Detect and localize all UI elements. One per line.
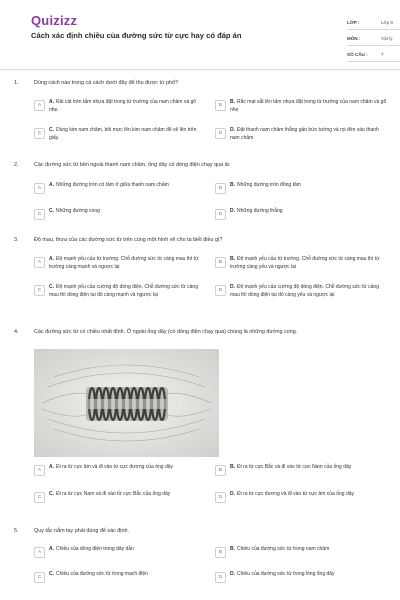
question-1-option-d[interactable] [215,127,387,142]
option-checkbox[interactable]: A [34,465,45,476]
question-5-option-d[interactable] [215,571,387,583]
option-checkbox[interactable]: B [215,257,226,268]
option-text: Chiều của dòng điện trong dây dẫn [56,546,134,552]
solenoid-illustration [34,349,219,457]
option-letter: A. [49,182,54,188]
question-number: 2. [14,162,19,168]
option-text: Độ mạnh yếu của cường độ dòng điện. Chỗ đường sức từ càng mau thì dòng điện tại đó càng yếu và ngược lại [230,284,379,298]
option-text: Đặt thanh nam châm thẳng gần bức tường và rọi đèn vào thanh nam châm [230,127,379,141]
meta-panel [347,15,400,63]
meta-value: Vật lý [381,35,393,41]
option-letter: C. [49,208,54,214]
option-text: Những đường tròn đồng tâm [237,182,301,188]
question-1-option-b[interactable] [215,99,387,114]
question-3-option-a[interactable] [34,256,204,271]
option-checkbox[interactable]: C [34,492,45,503]
question-4-option-b[interactable] [215,464,387,476]
question-5-option-b[interactable] [215,546,387,558]
option-letter: D. [230,491,235,497]
option-checkbox[interactable]: A [34,183,45,194]
option-text: Những đường tròn có tâm ở giữa thanh nam châm [56,182,169,188]
option-letter: B. [230,99,235,105]
option-text: Rắc mạt sắt lên tấm nhựa đặt trong từ trường của nam châm và gõ nhẹ [230,99,387,113]
option-text: Chiều của đường sức từ trong lòng ống dây [237,571,335,577]
option-letter: D. [230,571,235,577]
question-5-option-c[interactable] [34,571,204,583]
option-text: Đi ra từ cực dương và đi vào từ cực âm của ống dây [237,491,355,497]
option-letter: C. [49,284,54,290]
meta-row-question-count [347,47,400,62]
question-text: Các đường sức từ có chiều nhất định. Ở ngoài ống dây (có dòng điện chạy qua) chúng là những đường cong. [34,329,298,335]
question-2-option-b[interactable] [215,182,387,194]
question-4-option-a[interactable] [34,464,204,476]
meta-label: LỚP : [347,19,360,25]
question-number: 4. [14,329,19,335]
option-checkbox[interactable]: B [215,100,226,111]
question-2-option-c[interactable] [34,208,204,220]
question-number: 5. [14,528,19,534]
question-number: 3. [14,237,19,243]
option-checkbox[interactable]: D [215,492,226,503]
meta-row-grade [347,15,400,30]
question-text: Quy tắc nắm tay phải dùng để xác định. [34,528,129,534]
worksheet-header [14,0,393,70]
option-letter: A. [49,256,54,262]
quizizz-logo: Quizizz [31,13,78,28]
option-checkbox[interactable]: B [215,547,226,558]
option-letter: A. [49,546,54,552]
option-letter: B. [230,464,235,470]
option-checkbox[interactable]: B [215,183,226,194]
option-letter: C. [49,491,54,497]
option-text: Độ mạnh yếu của từ trường. Chỗ đường sức từ càng mau thì từ trường càng yếu và ngược lại [230,256,380,270]
option-letter: D. [230,208,235,214]
question-2-option-d[interactable] [215,208,387,220]
header-divider [0,69,400,70]
option-text: Đi ra từ cực Bắc và đi vào từ cực Nam của ống dây [237,464,352,470]
question-3-option-c[interactable] [34,284,204,299]
option-checkbox[interactable]: D [215,572,226,583]
option-letter: D. [230,127,235,133]
question-number: 1. [14,80,19,86]
option-checkbox[interactable]: B [215,465,226,476]
question-3-option-d[interactable] [215,284,387,299]
option-checkbox[interactable]: D [215,209,226,220]
option-letter: A. [49,464,54,470]
document-title: Cách xác định chiều của đường sức từ cực hay có đáp án [31,31,242,40]
option-text: Độ mạnh yếu của cường độ dòng điện. Chỗ đường sức từ càng mau thì dòng điện tại đó càng mạnh và ngược lại [49,284,198,298]
meta-value: 7 [381,51,384,57]
option-checkbox[interactable]: A [34,547,45,558]
meta-label: SỐ CÂU : [347,51,368,57]
question-5-option-a[interactable] [34,546,204,558]
option-text: Những đường thẳng [237,208,283,214]
question-2-option-a[interactable] [34,182,204,194]
option-text: Đi ra từ cực Nam và đi vào từ cực Bắc của ống dây [56,491,171,497]
option-letter: D. [230,284,235,290]
option-text: Rải cát trên tấm nhựa đặt trong từ trường của nam châm và gõ nhẹ. [49,99,197,113]
option-text: Chiều của đường sức từ trong mạch điện [56,571,148,577]
option-text: Độ mạnh yếu của từ trường. Chỗ đường sức từ càng mau thì từ trường càng mạnh và ngược lại [49,256,199,270]
option-text: Đi ra từ cực âm và đi vào từ cực dương của ống dây [56,464,174,470]
solenoid-photo [34,349,219,457]
option-text: Chiều của đường sức từ trong nam châm [237,546,330,552]
option-checkbox[interactable]: D [215,285,226,296]
option-text: Những đường cong [56,208,100,214]
question-1-option-c[interactable] [34,127,204,142]
question-4-option-c[interactable] [34,491,204,503]
option-checkbox[interactable]: D [215,128,226,139]
option-letter: B. [230,546,235,552]
question-4-option-d[interactable] [215,491,387,503]
option-checkbox[interactable]: A [34,257,45,268]
option-checkbox[interactable]: C [34,128,45,139]
question-text: Độ mau, thưa của các đường sức từ trên cùng một hình vẽ cho ta biết điều gì? [34,237,223,243]
question-text: Các đường sức từ bên ngoài thanh nam châm, ống dây có dòng điện chạy qua là: [34,162,231,168]
option-checkbox[interactable]: C [34,209,45,220]
meta-value: Lớp 9 [381,19,393,25]
option-letter: A. [49,99,54,105]
option-letter: B. [230,182,235,188]
option-checkbox[interactable]: C [34,285,45,296]
option-checkbox[interactable]: A [34,100,45,111]
option-letter: C. [49,127,54,133]
question-text: Dùng cách nào trong cá cách dưới đây để thu được từ phổ? [34,80,179,86]
option-letter: C. [49,571,54,577]
question-1-option-a[interactable] [34,99,204,114]
question-3-option-b[interactable] [215,256,387,271]
meta-label: MÔN : [347,35,361,41]
option-letter: B. [230,256,235,262]
option-text: Dùng kim nam châm, bôi mực lên kim nam châm để vẽ lên trên giấy. [49,127,197,141]
meta-row-subject [347,31,400,46]
option-checkbox[interactable]: C [34,572,45,583]
